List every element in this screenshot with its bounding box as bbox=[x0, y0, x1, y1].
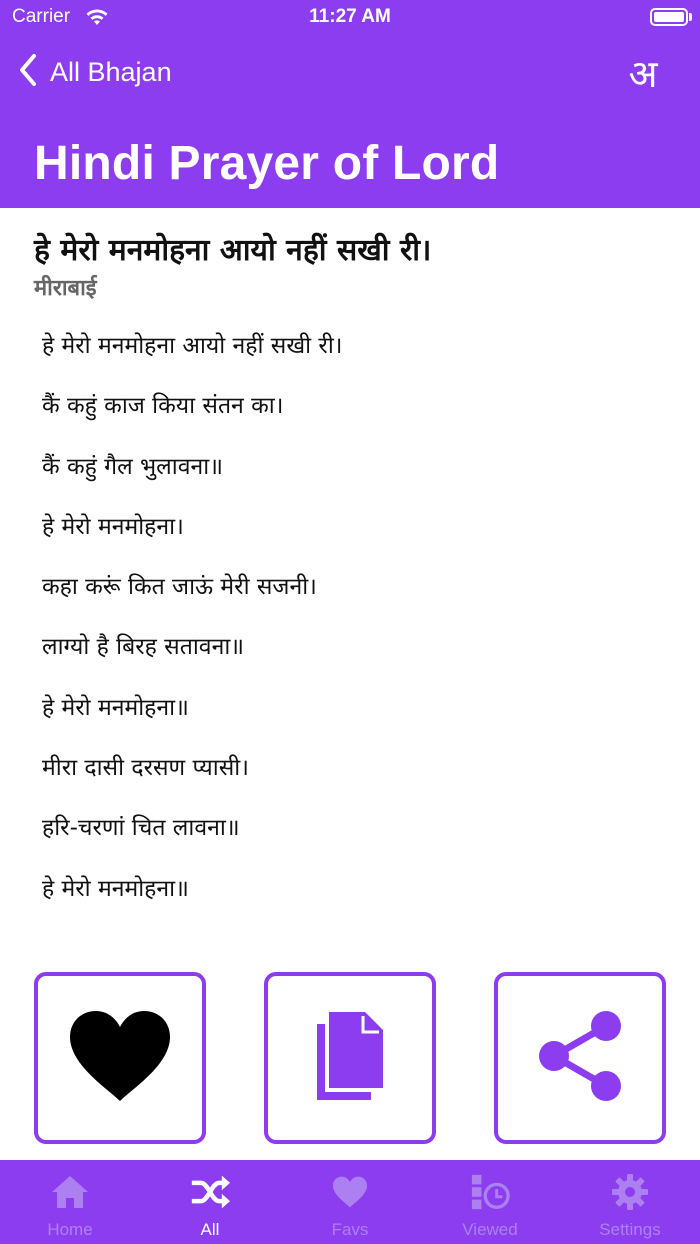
back-label: All Bhajan bbox=[50, 56, 172, 87]
status-time: 11:27 AM bbox=[309, 6, 391, 27]
copy-icon bbox=[315, 1010, 385, 1107]
lyric-line: हे मेरो मनमोहना। bbox=[42, 513, 184, 540]
page-title: Hindi Prayer of Lord bbox=[34, 137, 500, 190]
tab-label: Favs bbox=[331, 1220, 369, 1239]
gear-icon bbox=[610, 1172, 650, 1212]
back-button[interactable] bbox=[18, 52, 172, 92]
lyric-line: हे मेरो मनमोहना॥ bbox=[42, 875, 189, 902]
tab-bar bbox=[0, 1160, 700, 1244]
tab-label: Settings bbox=[599, 1220, 661, 1239]
battery-icon bbox=[650, 8, 688, 26]
lyric-line: लाग्यो है बिरह सतावना॥ bbox=[42, 634, 245, 661]
history-icon bbox=[470, 1172, 510, 1212]
favorite-button[interactable] bbox=[34, 972, 206, 1144]
heart-icon bbox=[68, 1009, 172, 1108]
tab-label: All bbox=[200, 1220, 220, 1239]
bhajan-lyrics bbox=[42, 330, 682, 933]
lyric-line: कैं कहुं गैल भुलावना॥ bbox=[42, 453, 224, 480]
tab-favs[interactable] bbox=[280, 1160, 420, 1244]
heart-icon bbox=[330, 1172, 370, 1212]
lyric-line: हे मेरो मनमोहना॥ bbox=[42, 694, 189, 721]
lyric-line: हरि-चरणां चित लावना॥ bbox=[42, 815, 240, 842]
tab-home[interactable] bbox=[0, 1160, 140, 1244]
home-icon bbox=[50, 1172, 90, 1212]
navigation-bar bbox=[0, 44, 700, 100]
bhajan-title: हे मेरो मनमोहना आयो नहीं सखी री। bbox=[34, 233, 432, 268]
font-toggle-button[interactable]: अ bbox=[628, 52, 658, 96]
lyric-line: कहा करूं कित जाऊं मेरी सजनी। bbox=[42, 574, 317, 601]
tab-label: Home bbox=[47, 1220, 93, 1239]
lyric-line: कैं कहुं काज किया संतन का। bbox=[42, 393, 284, 420]
shuffle-icon bbox=[190, 1172, 230, 1212]
action-buttons bbox=[0, 972, 700, 1144]
carrier-label: Carrier bbox=[12, 6, 71, 27]
chevron-left-icon bbox=[18, 53, 38, 92]
bhajan-author: मीराबाई bbox=[34, 276, 97, 301]
share-button[interactable] bbox=[494, 972, 666, 1144]
lyric-line: हे मेरो मनमोहना आयो नहीं सखी री। bbox=[42, 333, 343, 359]
lyric-line: मीरा दासी दरसण प्यासी। bbox=[42, 755, 249, 782]
tab-settings[interactable] bbox=[560, 1160, 700, 1244]
header bbox=[0, 0, 700, 208]
copy-button[interactable] bbox=[264, 972, 436, 1144]
bhajan-content bbox=[0, 208, 700, 960]
status-bar bbox=[0, 0, 700, 36]
tab-label: Viewed bbox=[462, 1220, 518, 1239]
tab-viewed[interactable] bbox=[420, 1160, 560, 1244]
share-icon bbox=[532, 1010, 628, 1107]
tab-all[interactable] bbox=[140, 1160, 280, 1244]
